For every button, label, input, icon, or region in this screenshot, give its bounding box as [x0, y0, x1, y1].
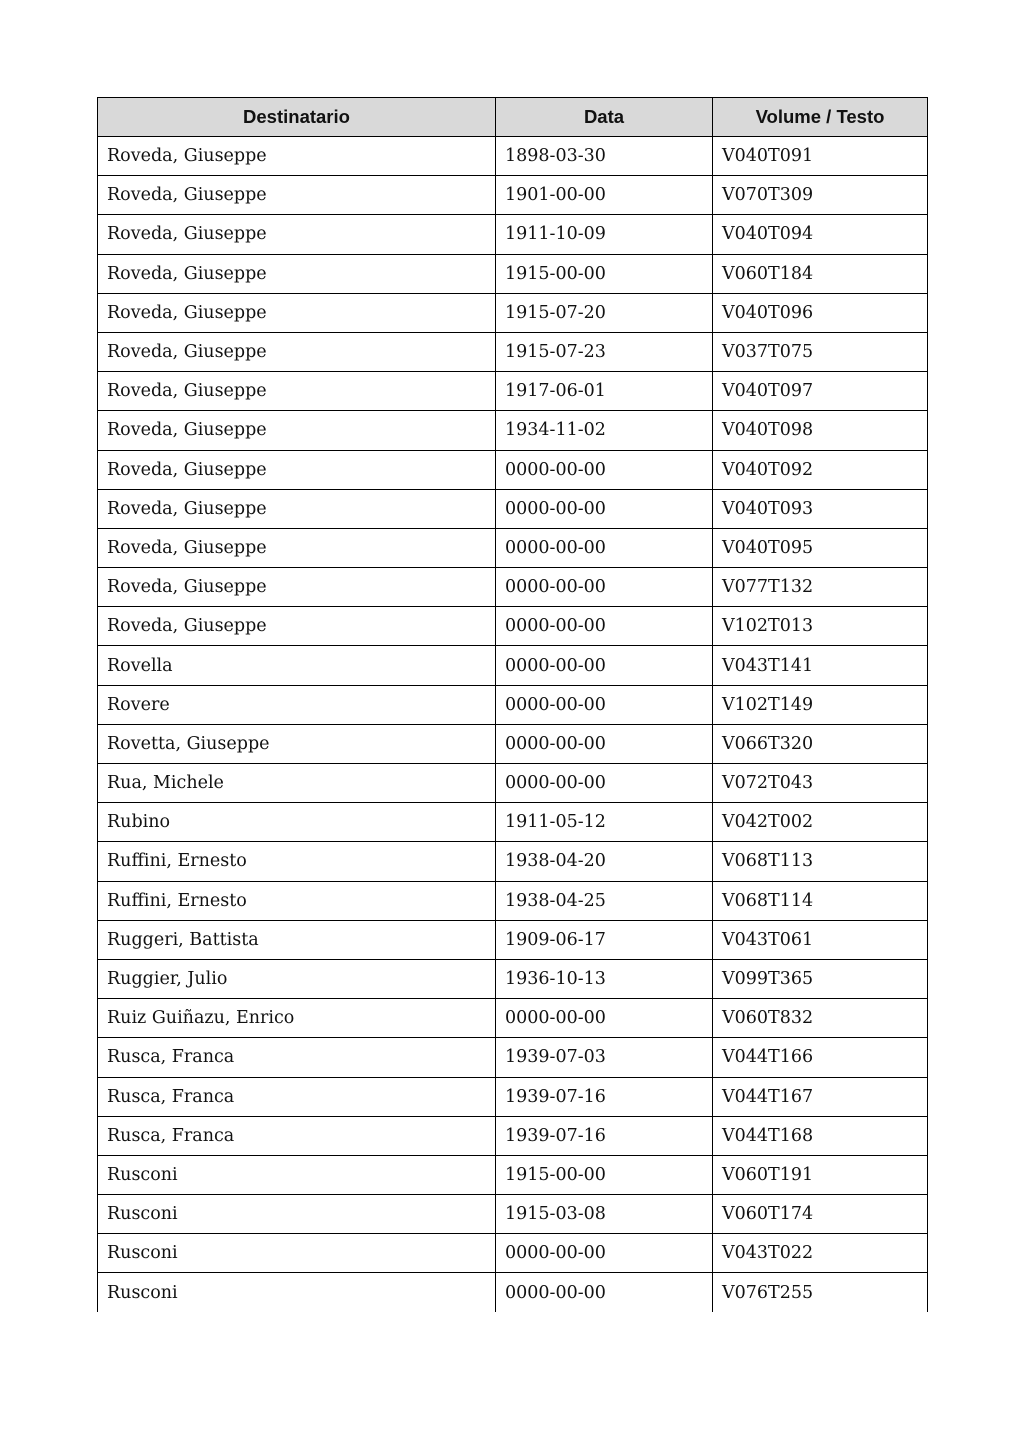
cell-destinatario: Rovere — [98, 685, 496, 724]
cell-data: 0000-00-00 — [496, 1273, 713, 1312]
cell-volume-testo: V043T022 — [713, 1234, 928, 1273]
cell-destinatario: Roveda, Giuseppe — [98, 607, 496, 646]
cell-volume-testo: V040T092 — [713, 450, 928, 489]
cell-volume-testo: V068T114 — [713, 881, 928, 920]
table-row — [98, 1155, 928, 1194]
cell-data: 0000-00-00 — [496, 724, 713, 763]
cell-data: 0000-00-00 — [496, 450, 713, 489]
cell-data: 0000-00-00 — [496, 999, 713, 1038]
cell-data: 1915-00-00 — [496, 254, 713, 293]
cell-destinatario: Rusconi — [98, 1234, 496, 1273]
cell-volume-testo: V043T061 — [713, 920, 928, 959]
cell-data: 1938-04-25 — [496, 881, 713, 920]
cell-destinatario: Ruiz Guiñazu, Enrico — [98, 999, 496, 1038]
cell-data: 1911-10-09 — [496, 215, 713, 254]
cell-destinatario: Roveda, Giuseppe — [98, 411, 496, 450]
cell-volume-testo: V044T166 — [713, 1038, 928, 1077]
cell-destinatario: Roveda, Giuseppe — [98, 293, 496, 332]
cell-volume-testo: V042T002 — [713, 803, 928, 842]
cell-data: 1901-00-00 — [496, 176, 713, 215]
cell-data: 0000-00-00 — [496, 607, 713, 646]
cell-destinatario: Roveda, Giuseppe — [98, 372, 496, 411]
table-row — [98, 959, 928, 998]
cell-data: 0000-00-00 — [496, 568, 713, 607]
cell-destinatario: Rusca, Franca — [98, 1077, 496, 1116]
cell-destinatario: Rua, Michele — [98, 764, 496, 803]
table-row — [98, 450, 928, 489]
table-row — [98, 489, 928, 528]
cell-volume-testo: V076T255 — [713, 1273, 928, 1312]
cell-volume-testo: V040T094 — [713, 215, 928, 254]
cell-volume-testo: V066T320 — [713, 724, 928, 763]
table-row — [98, 999, 928, 1038]
cell-volume-testo: V060T184 — [713, 254, 928, 293]
cell-data: 1898-03-30 — [496, 137, 713, 176]
cell-destinatario: Rubino — [98, 803, 496, 842]
cell-volume-testo: V068T113 — [713, 842, 928, 881]
cell-volume-testo: V040T091 — [713, 137, 928, 176]
table-row — [98, 137, 928, 176]
table-row — [98, 724, 928, 763]
cell-data: 1915-07-20 — [496, 293, 713, 332]
table-row — [98, 568, 928, 607]
cell-data: 1915-07-23 — [496, 332, 713, 371]
cell-volume-testo: V060T832 — [713, 999, 928, 1038]
cell-destinatario: Rovella — [98, 646, 496, 685]
cell-data: 0000-00-00 — [496, 1234, 713, 1273]
table-row — [98, 293, 928, 332]
table-row — [98, 332, 928, 371]
table-row — [98, 1038, 928, 1077]
table-body — [98, 137, 928, 1313]
table-row — [98, 1195, 928, 1234]
recipients-table — [97, 97, 928, 1312]
cell-data: 1939-07-16 — [496, 1116, 713, 1155]
table-row — [98, 372, 928, 411]
cell-destinatario: Rovetta, Giuseppe — [98, 724, 496, 763]
cell-volume-testo: V043T141 — [713, 646, 928, 685]
cell-volume-testo: V040T093 — [713, 489, 928, 528]
cell-data: 1915-03-08 — [496, 1195, 713, 1234]
cell-data: 1939-07-03 — [496, 1038, 713, 1077]
table-row — [98, 920, 928, 959]
cell-data: 1934-11-02 — [496, 411, 713, 450]
table-row — [98, 803, 928, 842]
cell-data: 1917-06-01 — [496, 372, 713, 411]
table-row — [98, 1116, 928, 1155]
cell-data: 0000-00-00 — [496, 764, 713, 803]
cell-data: 1911-05-12 — [496, 803, 713, 842]
table-row — [98, 764, 928, 803]
cell-volume-testo: V040T098 — [713, 411, 928, 450]
cell-volume-testo: V040T096 — [713, 293, 928, 332]
cell-destinatario: Roveda, Giuseppe — [98, 137, 496, 176]
table-row — [98, 1234, 928, 1273]
cell-volume-testo: V060T191 — [713, 1155, 928, 1194]
cell-data: 0000-00-00 — [496, 489, 713, 528]
table-row — [98, 685, 928, 724]
cell-data: 1938-04-20 — [496, 842, 713, 881]
cell-volume-testo: V037T075 — [713, 332, 928, 371]
cell-volume-testo: V102T013 — [713, 607, 928, 646]
table-row — [98, 1273, 928, 1312]
table-row — [98, 411, 928, 450]
cell-destinatario: Rusconi — [98, 1155, 496, 1194]
cell-destinatario: Roveda, Giuseppe — [98, 528, 496, 567]
cell-data: 1909-06-17 — [496, 920, 713, 959]
header-data: Data — [496, 98, 713, 137]
cell-destinatario: Ruggeri, Battista — [98, 920, 496, 959]
cell-volume-testo: V040T097 — [713, 372, 928, 411]
cell-volume-testo: V060T174 — [713, 1195, 928, 1234]
table-row — [98, 215, 928, 254]
table-row — [98, 528, 928, 567]
cell-destinatario: Roveda, Giuseppe — [98, 254, 496, 293]
cell-volume-testo: V099T365 — [713, 959, 928, 998]
table-row — [98, 842, 928, 881]
cell-destinatario: Roveda, Giuseppe — [98, 215, 496, 254]
header-destinatario: Destinatario — [98, 98, 496, 137]
table-row — [98, 881, 928, 920]
header-volume-testo: Volume / Testo — [713, 98, 928, 137]
cell-volume-testo: V044T167 — [713, 1077, 928, 1116]
table-row — [98, 646, 928, 685]
cell-volume-testo: V077T132 — [713, 568, 928, 607]
cell-volume-testo: V040T095 — [713, 528, 928, 567]
cell-destinatario: Roveda, Giuseppe — [98, 489, 496, 528]
cell-data: 1939-07-16 — [496, 1077, 713, 1116]
table-header-row — [98, 98, 928, 137]
cell-volume-testo: V070T309 — [713, 176, 928, 215]
cell-volume-testo: V044T168 — [713, 1116, 928, 1155]
cell-destinatario: Ruffini, Ernesto — [98, 881, 496, 920]
cell-data: 0000-00-00 — [496, 685, 713, 724]
cell-destinatario: Roveda, Giuseppe — [98, 568, 496, 607]
table-row — [98, 607, 928, 646]
cell-destinatario: Ruffini, Ernesto — [98, 842, 496, 881]
cell-data: 1915-00-00 — [496, 1155, 713, 1194]
cell-destinatario: Roveda, Giuseppe — [98, 332, 496, 371]
table-row — [98, 1077, 928, 1116]
cell-data: 0000-00-00 — [496, 646, 713, 685]
cell-destinatario: Rusconi — [98, 1195, 496, 1234]
cell-destinatario: Roveda, Giuseppe — [98, 450, 496, 489]
table-row — [98, 254, 928, 293]
cell-destinatario: Roveda, Giuseppe — [98, 176, 496, 215]
table-row — [98, 176, 928, 215]
cell-destinatario: Rusca, Franca — [98, 1116, 496, 1155]
cell-volume-testo: V102T149 — [713, 685, 928, 724]
cell-destinatario: Rusconi — [98, 1273, 496, 1312]
cell-data: 1936-10-13 — [496, 959, 713, 998]
cell-volume-testo: V072T043 — [713, 764, 928, 803]
cell-data: 0000-00-00 — [496, 528, 713, 567]
cell-destinatario: Rusca, Franca — [98, 1038, 496, 1077]
cell-destinatario: Ruggier, Julio — [98, 959, 496, 998]
